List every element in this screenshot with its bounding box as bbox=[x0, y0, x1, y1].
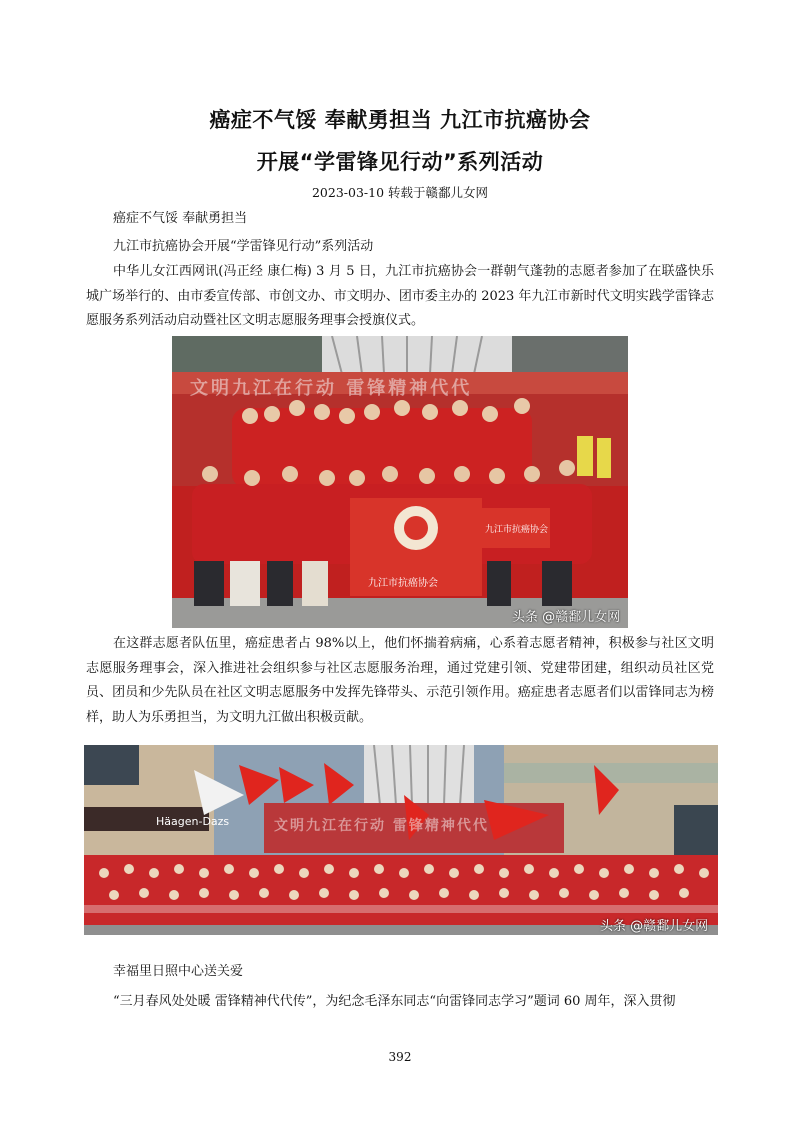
flag-text-right: 九江市抗癌协会 bbox=[485, 525, 549, 535]
backdrop-banner-text-2: 文明九江在行动 雷锋精神代代 bbox=[274, 818, 489, 834]
page-number: 392 bbox=[388, 1050, 412, 1064]
subhead-1: 癌症不气馁 奉献勇担当 bbox=[113, 211, 248, 226]
photo-watermark-2: 头条 @赣鄱儿女网 bbox=[600, 919, 709, 934]
paragraph-1: 中华儿女江西网讯(冯正经 康仁梅) 3 月 5 日，九江市抗癌协会一群朝气蓬勃的志愿者参加了在联盛快乐城广场举行的、由市委宣传部、市创文办、市文明办、团市委主办的 2023 年九江市新时代文明实践学雷锋志愿服务系列活动启动暨社区文明志愿服务理事会授旗仪式。 bbox=[86, 264, 714, 328]
subhead-3: 幸福里日照中心送关爱 bbox=[113, 964, 244, 979]
flag-text-left: 九江市抗癌协会 bbox=[368, 578, 438, 589]
photo-watermark-1: 头条 @赣鄱儿女网 bbox=[512, 610, 621, 625]
article-title-line2: 开展“学雷锋见行动”系列活动 bbox=[256, 150, 544, 174]
dateline: 2023-03-10 转载于赣鄱儿女网 bbox=[311, 185, 489, 200]
backdrop-banner-text: 文明九江在行动 雷锋精神代代 bbox=[190, 378, 473, 399]
group-photo-2 bbox=[84, 745, 718, 935]
article-title-line1: 癌症不气馁 奉献勇担当 九江市抗癌协会 bbox=[209, 108, 591, 132]
paragraph-2: 在这群志愿者队伍里，癌症患者占 98%以上，他们怀揣着病痛，心系着志愿者精神，积极参与社区文明志愿服务理事会，深入推进社会组织参与社区志愿服务治理，通过党建引领、党建带团建，组织动员社区党员、团员和少先队员在社区文明志愿服务中发挥先锋带头、示范引领作用。癌症患者志愿者们以雷锋同志为榜样，助人为乐勇担当，为文明九江做出积极贡献。 bbox=[86, 636, 714, 725]
group-photo-1 bbox=[172, 336, 628, 628]
paragraph-3: “三月春风处处暖 雷锋精神代代传”，为纪念毛泽东同志“向雷锋同志学习”题词 60 周年，深入贯彻 bbox=[113, 994, 676, 1009]
subhead-2: 九江市抗癌协会开展“学雷锋见行动”系列活动 bbox=[113, 239, 374, 254]
store-sign: Häagen-Dazs bbox=[156, 815, 230, 828]
